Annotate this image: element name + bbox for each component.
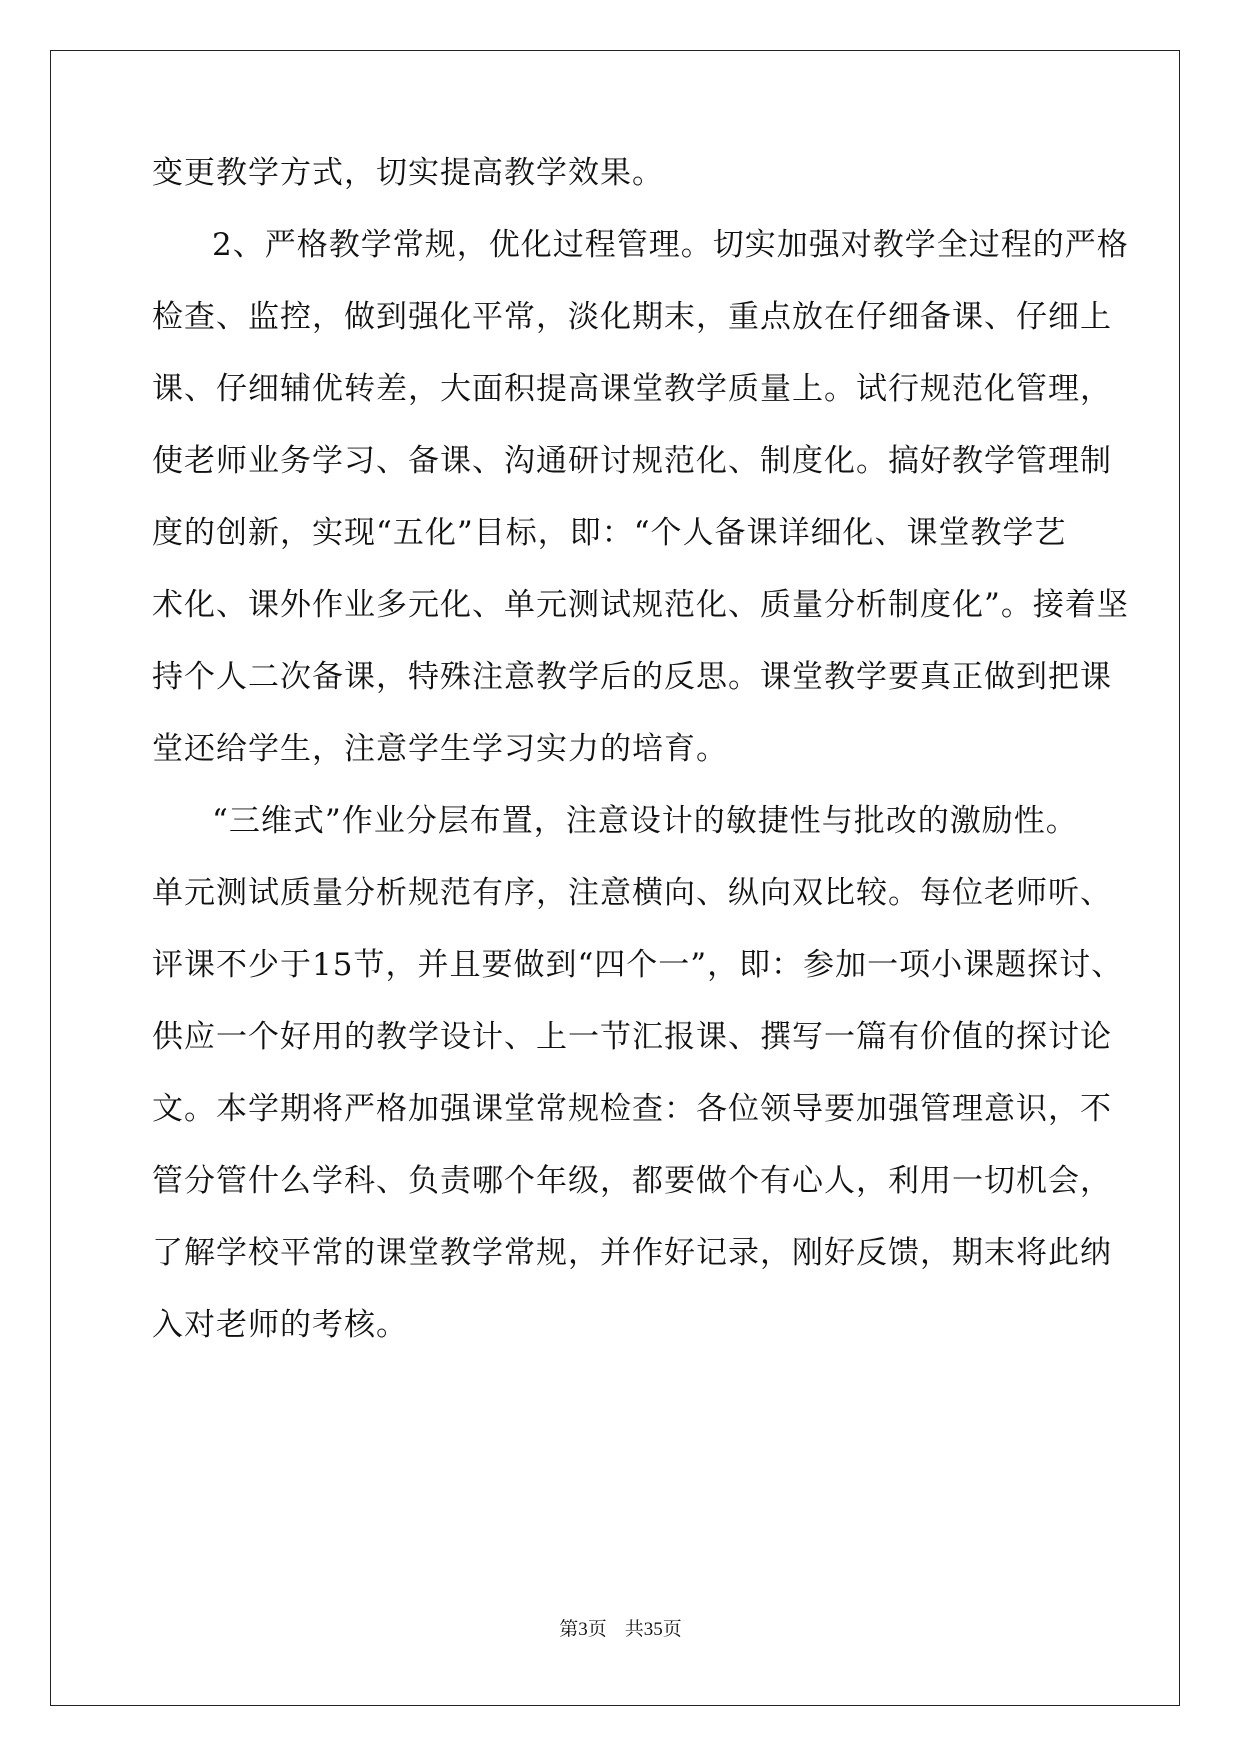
paragraph-line: 2、严格教学常规，优化过程管理。切实加强对教学全过程的严格 <box>212 227 1129 263</box>
paragraph-line: 供应一个好用的教学设计、上一节汇报课、撰写一篇有价值的探讨论 <box>152 1019 1112 1055</box>
paragraph-line: 了解学校平常的课堂教学常规，并作好记录，刚好反馈，期末将此纳 <box>152 1235 1112 1271</box>
paragraph-line: “三维式”作业分层布置，注意设计的敏捷性与批改的激励性。 <box>212 803 1078 839</box>
paragraph-line: 课、仔细辅优转差，大面积提高课堂教学质量上。试行规范化管理， <box>152 371 1112 407</box>
paragraph-line: 堂还给学生，注意学生学习实力的培育。 <box>152 731 728 767</box>
paragraph-line: 单元测试质量分析规范有序，注意横向、纵向双比较。每位老师听、 <box>152 875 1112 911</box>
page-total: 共35页 <box>624 1619 682 1640</box>
paragraph-line: 文。本学期将严格加强课堂常规检查：各位领导要加强管理意识，不 <box>152 1091 1112 1127</box>
paragraph-line: 评课不少于15节，并且要做到“四个一”，即：参加一项小课题探讨、 <box>152 947 1124 983</box>
paragraph-line: 变更教学方式，切实提高教学效果。 <box>152 155 664 191</box>
paragraph-line: 度的创新，实现“五化”目标，即：“个人备课详细化、课堂教学艺 <box>152 515 1067 551</box>
paragraph-line: 管分管什么学科、负责哪个年级，都要做个有心人，利用一切机会， <box>152 1163 1112 1199</box>
page-footer <box>0 1618 1241 1642</box>
paragraph-line: 术化、课外作业多元化、单元测试规范化、质量分析制度化”。接着坚 <box>152 587 1129 623</box>
page-number: 第3页 <box>559 1619 607 1640</box>
paragraph-line: 入对老师的考核。 <box>152 1307 408 1343</box>
paragraph-line: 持个人二次备课，特殊注意教学后的反思。课堂教学要真正做到把课 <box>152 659 1112 695</box>
paragraph-line: 检查、监控，做到强化平常，淡化期末，重点放在仔细备课、仔细上 <box>152 299 1112 335</box>
paragraph-line: 使老师业务学习、备课、沟通研讨规范化、制度化。搞好教学管理制 <box>152 443 1112 479</box>
